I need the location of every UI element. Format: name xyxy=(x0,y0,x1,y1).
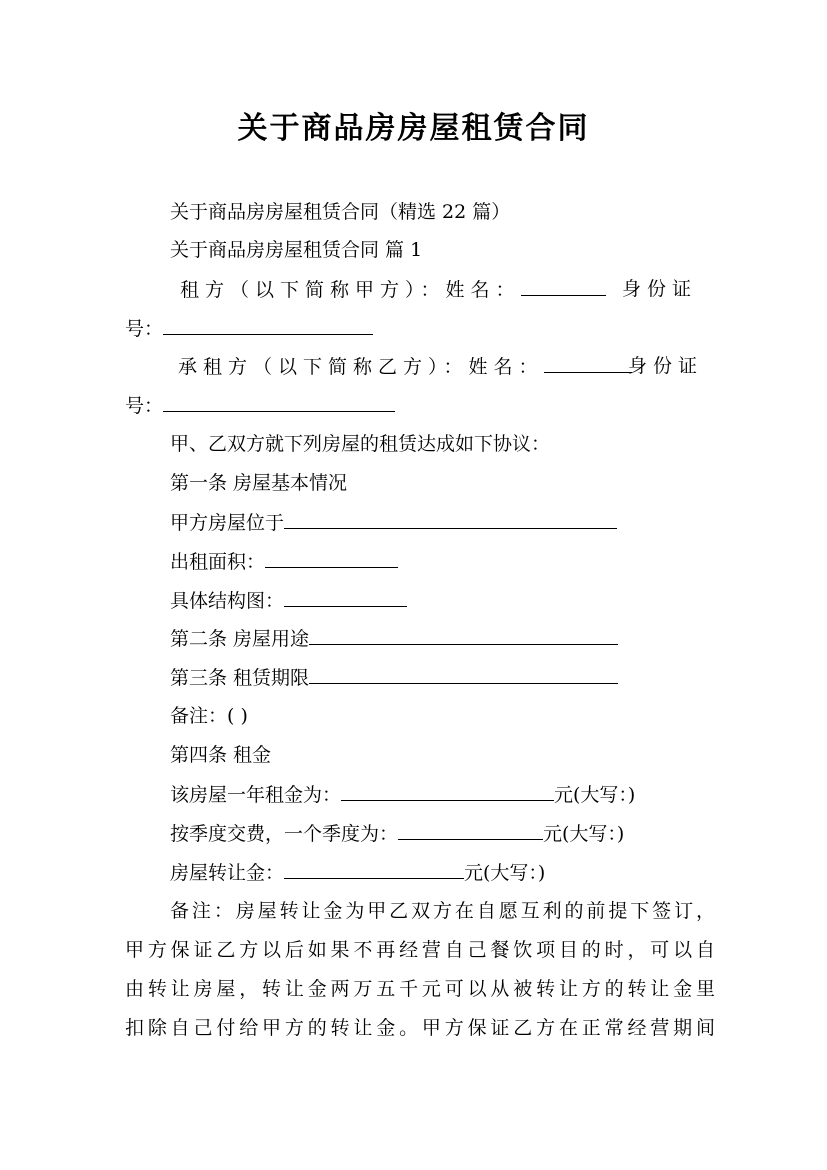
article-4-heading: 第四条 租金 xyxy=(170,744,272,766)
party-b-label: 承租方（以下简称乙方）：姓名： xyxy=(178,356,544,378)
party-a-id-label: 号： xyxy=(125,318,164,340)
annual-rent-blank xyxy=(341,782,554,801)
paragraph-line-1: 备注：房屋转让金为甲乙双方在自愿互利的前提下签订， xyxy=(170,900,715,922)
party-b-id-blank xyxy=(163,393,395,412)
party-a-line xyxy=(180,277,606,302)
transfer-fee-line: 房屋转让金： 元(大写：) xyxy=(170,862,546,884)
location-blank xyxy=(284,510,617,529)
party-a-id-tail: 身份证 xyxy=(622,278,698,300)
quarterly-rent-blank xyxy=(398,821,543,840)
party-a-name-blank xyxy=(521,277,606,296)
party-b-id-tail: 身份证 xyxy=(628,355,704,377)
transfer-fee-blank xyxy=(284,860,464,879)
paragraph-line-3: 由转让房屋，转让金两万五千元可以从被转让方的转让金里 xyxy=(125,978,715,1000)
usage-blank xyxy=(309,626,618,645)
document-title: 关于商品房房屋租赁合同 xyxy=(237,111,590,146)
party-a-id-blank xyxy=(163,316,373,335)
party-b-id-line xyxy=(125,393,715,418)
agreement-text: 甲、乙双方就下列房屋的租赁达成如下协议： xyxy=(170,433,551,455)
note-1: 备注：( ) xyxy=(170,705,248,727)
chapter-heading: 关于商品房房屋租赁合同 篇 1 xyxy=(170,239,423,261)
term-blank xyxy=(309,665,618,684)
article-2-line: 第二条 房屋用途 xyxy=(170,626,618,651)
paragraph-line-4: 扣除自己付给甲方的转让金。甲方保证乙方在正常经营期间 xyxy=(125,1017,715,1039)
structure-blank xyxy=(284,588,407,607)
paragraph-line-2: 甲方保证乙方以后如果不再经营自己餐饮项目的时，可以自 xyxy=(125,939,715,961)
article-3-line: 第三条 租赁期限 xyxy=(170,665,618,690)
article-1-heading: 第一条 房屋基本情况 xyxy=(170,472,348,494)
party-a-id-line xyxy=(125,316,715,341)
party-b-name-blank xyxy=(544,354,632,373)
area-line: 出租面积： xyxy=(170,549,398,574)
location-line: 甲方房屋位于 xyxy=(170,510,617,535)
structure-line: 具体结构图： xyxy=(170,588,407,613)
party-b-id-label: 号： xyxy=(125,395,164,417)
subtitle: 关于商品房房屋租赁合同（精选 22 篇） xyxy=(170,201,511,223)
annual-rent-line: 该房屋一年租金为： 元(大写：) xyxy=(170,784,636,806)
party-a-label: 租方（以下简称甲方）：姓名： xyxy=(180,279,521,301)
quarterly-rent-line: 按季度交费，一个季度为： 元(大写：) xyxy=(170,823,625,845)
party-b-line xyxy=(178,354,632,379)
area-blank xyxy=(265,549,398,568)
